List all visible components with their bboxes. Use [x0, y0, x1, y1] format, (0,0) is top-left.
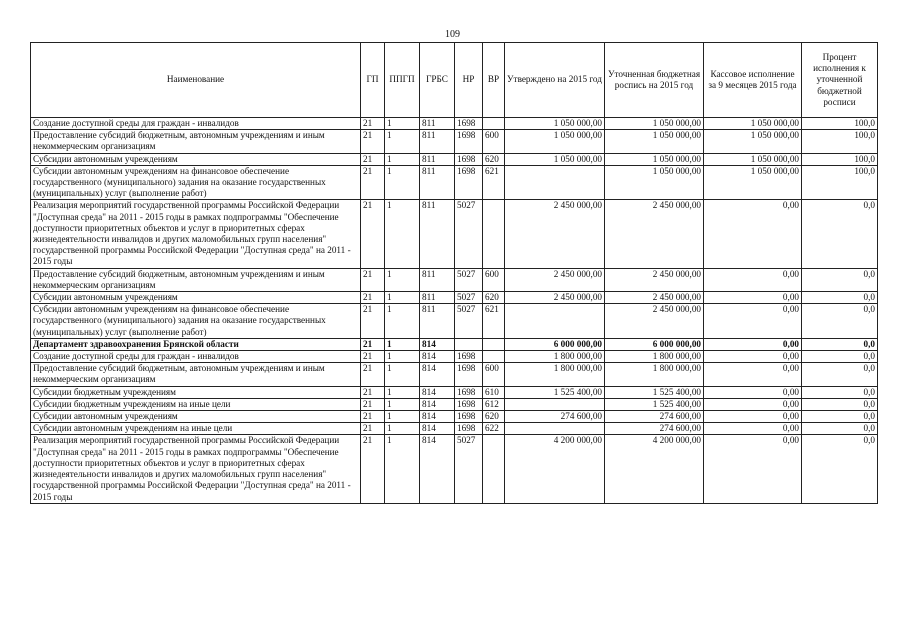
cell-vr	[483, 200, 505, 268]
cell-vr: 600	[483, 268, 505, 291]
cell-vr: 612	[483, 398, 505, 410]
table-row	[31, 411, 878, 423]
cell-vr	[483, 118, 505, 130]
cell-np: 1698	[455, 398, 483, 410]
cell-vr	[483, 435, 505, 503]
cell-pgp: 1	[385, 292, 420, 304]
cell-pgp: 1	[385, 386, 420, 398]
header-percent: Процент исполнения к уточненной бюджетной росписи	[802, 43, 878, 118]
cell-pgp: 1	[385, 338, 420, 350]
cell-pgp: 1	[385, 363, 420, 386]
cell-percent: 0,0	[802, 435, 878, 503]
cell-approved	[505, 304, 605, 339]
cell-name: Реализация мероприятий государственной программы Российской Федерации "Доступная среда" на 2011 - 2015 годы в рамках подпрограммы "Обеспечение доступности приоритетных объектов и услуг в приоритетных сферах жизнедеятельности инвалидов и других маломобильных групп населения" государственной программы Российской Федерации "Доступная среда" на 2011 - 2015 годы	[31, 200, 361, 268]
cell-vr	[483, 338, 505, 350]
cell-name: Предоставление субсидий бюджетным, автономным учреждениям и иным некоммерческим организациям	[31, 130, 361, 153]
cell-pgp: 1	[385, 200, 420, 268]
cell-name: Субсидии автономным учреждениям на финансовое обеспечение государственного (муниципального) задания на оказание государственных (муниципальных) услуг (выполнение работ)	[31, 165, 361, 200]
cell-cash: 0,00	[704, 411, 802, 423]
cell-cash: 0,00	[704, 292, 802, 304]
cell-refined: 2 450 000,00	[605, 268, 704, 291]
cell-refined: 1 050 000,00	[605, 118, 704, 130]
cell-np: 1698	[455, 118, 483, 130]
cell-np: 1698	[455, 423, 483, 435]
cell-gp: 21	[361, 268, 385, 291]
table-row	[31, 153, 878, 165]
cell-gp: 21	[361, 200, 385, 268]
cell-np: 1698	[455, 130, 483, 153]
header-np: НР	[455, 43, 483, 118]
cell-gp: 21	[361, 435, 385, 503]
cell-refined: 1 525 400,00	[605, 386, 704, 398]
cell-np: 5027	[455, 268, 483, 291]
table-row	[31, 423, 878, 435]
table-body	[31, 118, 878, 504]
table-row	[31, 200, 878, 268]
cell-gp: 21	[361, 338, 385, 350]
cell-gp: 21	[361, 423, 385, 435]
cell-gp: 21	[361, 304, 385, 339]
table-header-row	[31, 43, 878, 118]
cell-grbs: 811	[420, 268, 455, 291]
cell-gp: 21	[361, 363, 385, 386]
cell-approved: 1 800 000,00	[505, 363, 605, 386]
cell-grbs: 811	[420, 292, 455, 304]
header-cash: Кассовое исполнение за 9 месяцев 2015 года	[704, 43, 802, 118]
cell-vr: 620	[483, 153, 505, 165]
cell-percent: 0,0	[802, 423, 878, 435]
cell-gp: 21	[361, 130, 385, 153]
cell-grbs: 811	[420, 118, 455, 130]
cell-name: Субсидии автономным учреждениям	[31, 292, 361, 304]
cell-cash: 1 050 000,00	[704, 130, 802, 153]
cell-np: 5027	[455, 200, 483, 268]
cell-name: Субсидии автономным учреждениям на иные цели	[31, 423, 361, 435]
cell-name: Реализация мероприятий государственной программы Российской Федерации "Доступная среда" на 2011 - 2015 годы в рамках подпрограммы "Обеспечение доступности приоритетных объектов и услуг в приоритетных сферах жизнедеятельности инвалидов и других маломобильных групп населения" государственной программы Российской Федерации "Доступная среда" на 2011 - 2015 годы	[31, 435, 361, 503]
cell-refined: 1 050 000,00	[605, 165, 704, 200]
cell-approved	[505, 423, 605, 435]
table-row	[31, 304, 878, 339]
cell-percent: 0,0	[802, 268, 878, 291]
cell-grbs: 811	[420, 130, 455, 153]
cell-refined: 2 450 000,00	[605, 200, 704, 268]
cell-approved	[505, 398, 605, 410]
cell-vr: 621	[483, 165, 505, 200]
cell-name: Департамент здравоохранения Брянской области	[31, 338, 361, 350]
cell-percent: 0,0	[802, 304, 878, 339]
cell-percent: 100,0	[802, 165, 878, 200]
cell-percent: 100,0	[802, 118, 878, 130]
header-refined: Уточненная бюджетная роспись на 2015 год	[605, 43, 704, 118]
cell-grbs: 814	[420, 398, 455, 410]
cell-name: Создание доступной среды для граждан - инвалидов	[31, 118, 361, 130]
table-row	[31, 398, 878, 410]
header-vr: ВР	[483, 43, 505, 118]
cell-cash: 0,00	[704, 268, 802, 291]
cell-cash: 0,00	[704, 200, 802, 268]
cell-grbs: 811	[420, 153, 455, 165]
cell-approved: 2 450 000,00	[505, 268, 605, 291]
cell-approved: 2 450 000,00	[505, 292, 605, 304]
table-row	[31, 118, 878, 130]
cell-refined: 1 525 400,00	[605, 398, 704, 410]
header-grbs: ГРБС	[420, 43, 455, 118]
table-row	[31, 363, 878, 386]
cell-cash: 0,00	[704, 363, 802, 386]
cell-cash: 1 050 000,00	[704, 165, 802, 200]
cell-vr: 610	[483, 386, 505, 398]
cell-approved: 1 800 000,00	[505, 351, 605, 363]
cell-np: 5027	[455, 292, 483, 304]
cell-percent: 0,0	[802, 398, 878, 410]
cell-np: 1698	[455, 351, 483, 363]
cell-refined: 274 600,00	[605, 423, 704, 435]
cell-pgp: 1	[385, 118, 420, 130]
cell-percent: 0,0	[802, 411, 878, 423]
table-row	[31, 351, 878, 363]
cell-np: 1698	[455, 386, 483, 398]
table-row	[31, 292, 878, 304]
cell-cash: 1 050 000,00	[704, 118, 802, 130]
cell-percent: 0,0	[802, 292, 878, 304]
cell-vr: 600	[483, 130, 505, 153]
cell-name: Субсидии автономным учреждениям на финансовое обеспечение государственного (муниципального) задания на оказание государственных (муниципальных) услуг (выполнение работ)	[31, 304, 361, 339]
cell-approved: 1 050 000,00	[505, 130, 605, 153]
cell-np: 5027	[455, 304, 483, 339]
cell-approved: 4 200 000,00	[505, 435, 605, 503]
cell-vr	[483, 351, 505, 363]
cell-pgp: 1	[385, 130, 420, 153]
cell-pgp: 1	[385, 304, 420, 339]
cell-gp: 21	[361, 292, 385, 304]
cell-name: Создание доступной среды для граждан - инвалидов	[31, 351, 361, 363]
table-row	[31, 165, 878, 200]
cell-name: Субсидии автономным учреждениям	[31, 411, 361, 423]
cell-np	[455, 338, 483, 350]
cell-cash: 0,00	[704, 398, 802, 410]
cell-gp: 21	[361, 411, 385, 423]
cell-cash: 0,00	[704, 351, 802, 363]
cell-pgp: 1	[385, 351, 420, 363]
cell-grbs: 811	[420, 304, 455, 339]
cell-percent: 0,0	[802, 200, 878, 268]
cell-grbs: 811	[420, 165, 455, 200]
cell-name: Субсидии бюджетным учреждениям	[31, 386, 361, 398]
cell-grbs: 814	[420, 338, 455, 350]
cell-pgp: 1	[385, 411, 420, 423]
cell-approved: 1 050 000,00	[505, 118, 605, 130]
cell-pgp: 1	[385, 435, 420, 503]
cell-refined: 1 050 000,00	[605, 153, 704, 165]
cell-refined: 2 450 000,00	[605, 292, 704, 304]
cell-name: Предоставление субсидий бюджетным, автономным учреждениям и иным некоммерческим организациям	[31, 363, 361, 386]
cell-name: Предоставление субсидий бюджетным, автономным учреждениям и иным некоммерческим организациям	[31, 268, 361, 291]
cell-vr: 621	[483, 304, 505, 339]
cell-cash: 0,00	[704, 435, 802, 503]
cell-pgp: 1	[385, 165, 420, 200]
cell-grbs: 814	[420, 423, 455, 435]
cell-refined: 1 800 000,00	[605, 351, 704, 363]
cell-pgp: 1	[385, 268, 420, 291]
cell-percent: 100,0	[802, 130, 878, 153]
cell-cash: 0,00	[704, 386, 802, 398]
cell-np: 1698	[455, 363, 483, 386]
cell-np: 5027	[455, 435, 483, 503]
cell-name: Субсидии автономным учреждениям	[31, 153, 361, 165]
cell-gp: 21	[361, 165, 385, 200]
header-approved: Утверждено на 2015 год	[505, 43, 605, 118]
cell-cash: 0,00	[704, 304, 802, 339]
cell-refined: 1 800 000,00	[605, 363, 704, 386]
cell-pgp: 1	[385, 423, 420, 435]
table-row	[31, 338, 878, 350]
table-row	[31, 268, 878, 291]
cell-grbs: 814	[420, 386, 455, 398]
cell-gp: 21	[361, 153, 385, 165]
cell-approved: 1 525 400,00	[505, 386, 605, 398]
table-row	[31, 435, 878, 503]
cell-np: 1698	[455, 153, 483, 165]
cell-pgp: 1	[385, 153, 420, 165]
cell-gp: 21	[361, 118, 385, 130]
cell-name: Субсидии бюджетным учреждениям на иные цели	[31, 398, 361, 410]
cell-approved	[505, 165, 605, 200]
cell-grbs: 814	[420, 351, 455, 363]
cell-vr: 620	[483, 292, 505, 304]
cell-cash: 1 050 000,00	[704, 153, 802, 165]
cell-grbs: 814	[420, 411, 455, 423]
cell-vr: 600	[483, 363, 505, 386]
header-gp: ГП	[361, 43, 385, 118]
table-row	[31, 386, 878, 398]
cell-vr: 622	[483, 423, 505, 435]
cell-refined: 6 000 000,00	[605, 338, 704, 350]
cell-cash: 0,00	[704, 423, 802, 435]
cell-percent: 0,0	[802, 363, 878, 386]
header-pgp: ППГП	[385, 43, 420, 118]
cell-refined: 274 600,00	[605, 411, 704, 423]
page-number: 109	[445, 29, 460, 40]
cell-percent: 100,0	[802, 153, 878, 165]
cell-grbs: 814	[420, 363, 455, 386]
cell-percent: 0,0	[802, 386, 878, 398]
cell-gp: 21	[361, 398, 385, 410]
header-name: Наименование	[31, 43, 361, 118]
cell-cash: 0,00	[704, 338, 802, 350]
cell-gp: 21	[361, 351, 385, 363]
budget-table	[30, 42, 878, 504]
cell-grbs: 811	[420, 200, 455, 268]
cell-percent: 0,0	[802, 338, 878, 350]
cell-refined: 1 050 000,00	[605, 130, 704, 153]
cell-percent: 0,0	[802, 351, 878, 363]
cell-approved: 1 050 000,00	[505, 153, 605, 165]
cell-approved: 6 000 000,00	[505, 338, 605, 350]
cell-approved: 2 450 000,00	[505, 200, 605, 268]
cell-np: 1698	[455, 165, 483, 200]
table-row	[31, 130, 878, 153]
cell-pgp: 1	[385, 398, 420, 410]
cell-vr: 620	[483, 411, 505, 423]
cell-gp: 21	[361, 386, 385, 398]
cell-refined: 4 200 000,00	[605, 435, 704, 503]
cell-refined: 2 450 000,00	[605, 304, 704, 339]
cell-np: 1698	[455, 411, 483, 423]
cell-grbs: 814	[420, 435, 455, 503]
cell-approved: 274 600,00	[505, 411, 605, 423]
